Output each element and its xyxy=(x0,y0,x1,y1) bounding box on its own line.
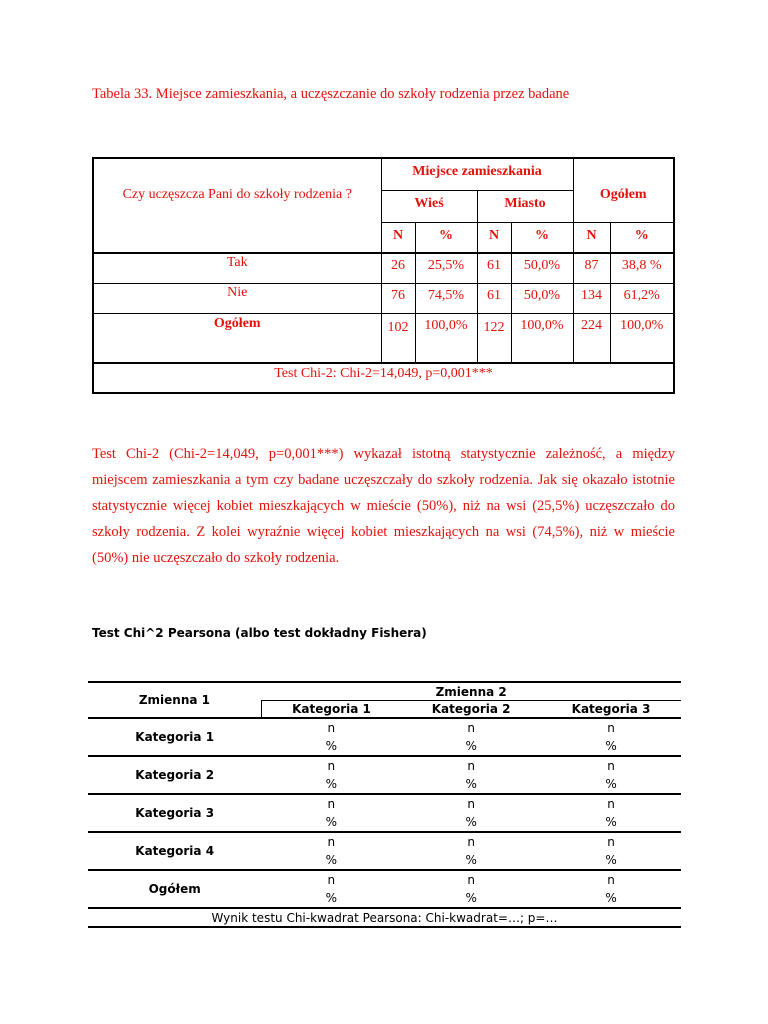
cell xyxy=(401,870,541,908)
var1-header: Zmienna 1 xyxy=(88,682,261,718)
cell-n: n xyxy=(467,835,475,849)
cell: 76 xyxy=(381,283,415,313)
cell xyxy=(541,870,681,908)
sub-pct-total: % xyxy=(610,222,674,253)
row-label-total: Ogółem xyxy=(93,313,381,363)
cell-pct: % xyxy=(325,739,337,753)
table-row xyxy=(93,253,674,283)
cell: 26 xyxy=(381,253,415,283)
cell-pct: % xyxy=(325,815,337,829)
group-header xyxy=(381,158,573,190)
cell xyxy=(261,794,401,832)
row-label: Kategoria 3 xyxy=(88,794,261,832)
total-header xyxy=(573,158,674,222)
cell: 74,5% xyxy=(415,283,477,313)
cell-pct: % xyxy=(605,815,617,829)
cell-n: n xyxy=(607,759,615,773)
question-header xyxy=(93,158,381,253)
table-row xyxy=(88,794,681,832)
table-row xyxy=(93,283,674,313)
question-text: Czy uczęszcza Pani do szkoły rodzenia ? xyxy=(122,187,352,202)
cell xyxy=(401,832,541,870)
cell-n: n xyxy=(327,721,336,735)
cell-n: n xyxy=(467,759,475,773)
category-header: Kategoria 3 xyxy=(541,700,681,718)
cell-n: n xyxy=(467,873,475,887)
cell: 50,0% xyxy=(511,253,573,283)
cell-n: n xyxy=(607,797,615,811)
sub-n-miasto: N xyxy=(477,222,511,253)
chi-test-result: Test Chi-2: Chi-2=14,049, p=0,001*** xyxy=(93,363,674,393)
cell xyxy=(261,832,401,870)
cell-pct: % xyxy=(465,777,477,791)
cell xyxy=(401,756,541,794)
cell-n: n xyxy=(607,721,615,735)
cell-n: n xyxy=(467,721,475,735)
sub-pct-miasto: % xyxy=(511,222,573,253)
table-caption: Tabela 33. Miejsce zamieszkania, a uczęszczanie do szkoły rodzenia przez badane xyxy=(92,86,570,102)
cell-pct: % xyxy=(605,739,617,753)
cell xyxy=(261,870,401,908)
cell: 100,0% xyxy=(610,313,674,363)
cell: 61 xyxy=(477,283,511,313)
row-label: Kategoria 2 xyxy=(88,756,261,794)
cell-n: n xyxy=(607,873,615,887)
table-row xyxy=(88,832,681,870)
cell: 38,8 % xyxy=(610,253,674,283)
cell-n: n xyxy=(327,835,336,849)
cell: 61 xyxy=(477,253,511,283)
cell: 122 xyxy=(477,313,511,363)
cell: 61,2% xyxy=(610,283,674,313)
cell: 102 xyxy=(381,313,415,363)
cell: 134 xyxy=(573,283,610,313)
cell-pct: % xyxy=(465,853,477,867)
row-label: Kategoria 1 xyxy=(88,718,261,756)
cell-pct: % xyxy=(465,891,477,905)
group-header-text: Miejsce zamieszkania xyxy=(412,164,542,179)
row-label: Tak xyxy=(93,253,381,283)
cell: 50,0% xyxy=(511,283,573,313)
cell-pct: % xyxy=(325,891,337,905)
row-label-total: Ogółem xyxy=(148,882,201,896)
cell-pct: % xyxy=(605,777,617,791)
wies-header xyxy=(381,190,477,222)
cell xyxy=(541,756,681,794)
cell-n: n xyxy=(607,835,615,849)
miasto-header-text: Miasto xyxy=(504,195,546,211)
cell xyxy=(541,718,681,756)
row-label: Kategoria 4 xyxy=(88,832,261,870)
result-paragraph: Test Chi-2 (Chi-2=14,049, p=0,001***) wykazał istotną statystycznie zależność, a między miejscem zamieszkania a tym czy badane uczęszczały do szkoły rodzenia. Jak się okazało istotnie statystycznie więcej kobiet mieszkających w mieście (50%), niż na wsi (25,5%) uczęszczało do szkoły rodzenia. Z kolei wyraźnie więcej kobiet mieszkających na wsi (74,5%), niż w mieście (50%) nie uczęszczało do szkoły rodzenia. xyxy=(92,446,675,566)
cell-n: n xyxy=(327,873,336,887)
table-row xyxy=(88,756,681,794)
cell xyxy=(401,794,541,832)
wies-header-text: Wieś xyxy=(414,195,444,211)
cell-n: n xyxy=(327,759,336,773)
category-header: Kategoria 2 xyxy=(401,700,541,718)
cell xyxy=(541,794,681,832)
cell: 100,0% xyxy=(511,313,573,363)
table-row xyxy=(93,313,674,363)
cell: 25,5% xyxy=(415,253,477,283)
cell-pct: % xyxy=(325,777,337,791)
cell xyxy=(541,832,681,870)
cell: 100,0% xyxy=(415,313,477,363)
sub-pct-wies: % xyxy=(415,222,477,253)
row-label: Nie xyxy=(93,283,381,313)
cell xyxy=(401,718,541,756)
cell xyxy=(261,756,401,794)
table-row xyxy=(88,870,681,908)
cell-n: n xyxy=(327,797,336,811)
miasto-header xyxy=(477,190,573,222)
cell-pct: % xyxy=(605,891,617,905)
var2-header: Zmienna 2 xyxy=(261,682,681,700)
sub-n-total: N xyxy=(573,222,610,253)
cell: 224 xyxy=(573,313,610,363)
cell xyxy=(261,718,401,756)
sub-n-wies: N xyxy=(381,222,415,253)
cell-pct: % xyxy=(605,853,617,867)
cell-pct: % xyxy=(325,853,337,867)
cell-pct: % xyxy=(465,739,477,753)
section-heading: Test Chi^2 Pearsona (albo test dokładny Fishera) xyxy=(92,626,427,640)
cell-n: n xyxy=(467,797,475,811)
total-header-text: Ogółem xyxy=(599,187,647,203)
residence-table xyxy=(92,157,675,394)
chi-test-template-result: Wynik testu Chi-kwadrat Pearsona: Chi-kwadrat=…; p=… xyxy=(88,908,681,927)
template-table xyxy=(88,681,681,928)
category-header: Kategoria 1 xyxy=(261,700,401,718)
cell: 87 xyxy=(573,253,610,283)
cell-pct: % xyxy=(465,815,477,829)
table-row xyxy=(88,718,681,756)
